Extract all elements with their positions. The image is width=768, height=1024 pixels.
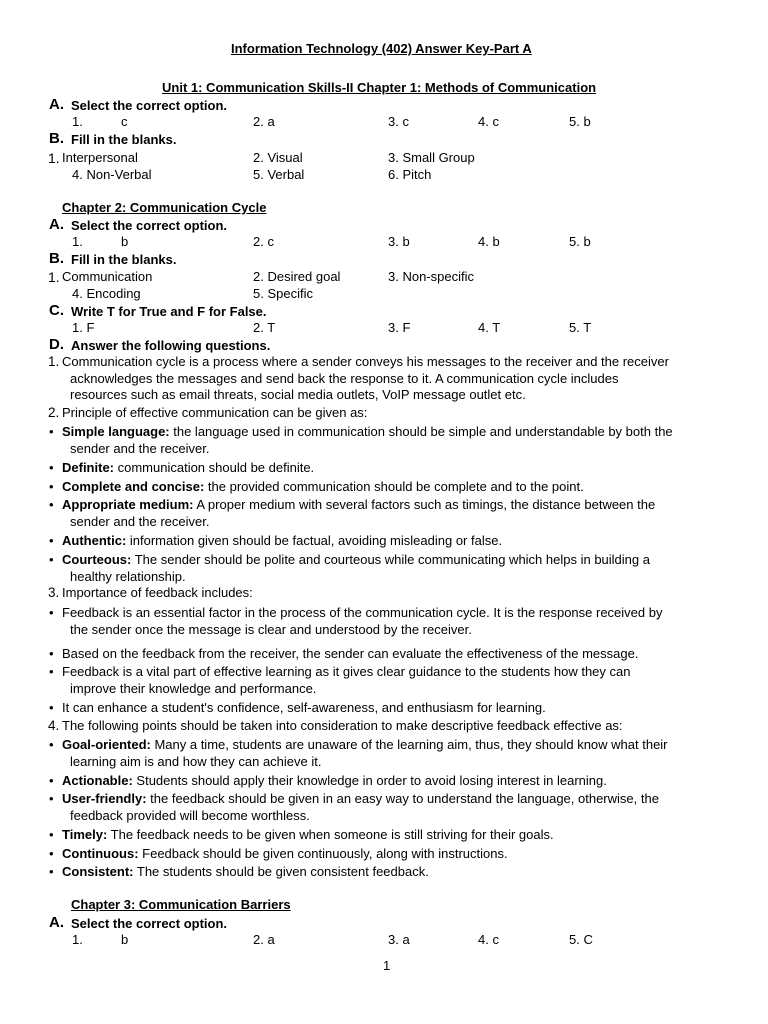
bullet-glyph: • [49,846,54,861]
answer-row [0,150,768,167]
paragraph-line: resources such as email threats, social media outlets, VoIP message outlet etc. [70,387,526,402]
answer-num: 1. [48,150,60,166]
answer-item: 5. Verbal [253,167,305,182]
bullet-glyph: • [49,773,54,788]
bullet-line [62,424,722,441]
bullet-term: Goal-oriented: [62,737,151,752]
answer-row [0,114,768,131]
bullet-term: Complete and concise: [62,479,205,494]
answer-item: 3. c [388,114,409,129]
bullet-term: Definite: [62,460,114,475]
bullet-item [62,664,722,697]
answer-item: 1. F [72,320,95,335]
bullet-line [62,460,722,477]
answer-value: b [121,932,129,947]
section-instruction: Fill in the blanks. [71,252,177,267]
unit-heading: Unit 1: Communication Skills-II Chapter 1: Methods of Communication [162,80,597,95]
question-text: Importance of feedback includes: [62,585,253,600]
answer-item: 3. F [388,320,411,335]
section-letter: D. [49,336,64,353]
bullet-glyph: • [49,533,54,548]
bullet-item [62,424,722,457]
bullet-term: Authentic: [62,533,127,548]
answer-row [0,320,768,337]
answer-item: 4. Encoding [72,286,141,301]
section-instruction: Select the correct option. [71,98,228,113]
question-text: Principle of effective communication can be given as: [62,405,368,420]
bullet-line [62,700,722,717]
answer-item: 4. T [478,320,501,335]
bullet-text: information given should be factual, avoiding misleading or false. [126,533,503,548]
bullet-text: It can enhance a student's confidence, self-awareness, and enthusiasm for learning. [62,700,546,715]
answer-item: Interpersonal [62,150,138,165]
bullet-text: A proper medium with several factors such as timings, the distance between the [193,497,656,512]
section-letter: A. [49,216,64,233]
paragraph-line: Communication cycle is a process where a sender conveys his messages to the receiver and the receiver [62,354,669,369]
answer-item: 3. a [388,932,410,947]
section-instruction: Fill in the blanks. [71,132,177,147]
bullet-line-continued: healthy relationship. [70,568,186,584]
bullet-glyph: • [49,479,54,494]
bullet-text: Feedback should be given continuously, along with instructions. [138,846,508,861]
question-text: The following points should be taken into consideration to make descriptive feedback effective as: [62,718,623,733]
answer-num: 1. [48,269,60,285]
bullet-line [62,479,722,496]
bullet-text: The students should be given consistent feedback. [133,864,429,879]
bullet-line [62,552,722,569]
answer-item: 3. Small Group [388,150,475,165]
bullet-term: Timely: [62,827,108,842]
bullet-text: communication should be definite. [114,460,315,475]
answer-item: 2. T [253,320,276,335]
bullet-glyph: • [49,827,54,842]
bullet-line-continued: feedback provided will become worthless. [70,807,310,823]
answer-item: 5. C [569,932,593,947]
bullet-glyph: • [49,460,54,475]
bullet-item [62,846,722,863]
bullet-line [62,791,722,808]
answer-value: c [121,114,128,129]
bullet-term: Appropriate medium: [62,497,194,512]
bullet-glyph: • [49,664,54,679]
bullet-line [62,497,722,514]
answer-item: 2. a [253,114,275,129]
bullet-glyph: • [49,552,54,567]
section-instruction: Answer the following questions. [71,338,271,353]
bullet-glyph: • [49,497,54,512]
answer-num: 1. [72,234,83,249]
bullet-glyph: • [49,700,54,715]
bullet-text: the feedback should be given in an easy way to understand the language, otherwise, the [146,791,659,806]
answer-value: b [121,234,129,249]
section-letter: C. [49,302,64,319]
bullet-line [62,827,722,844]
answer-item: 5. b [569,114,591,129]
answer-item: Communication [62,269,153,284]
bullet-term: Actionable: [62,773,133,788]
bullet-glyph: • [49,605,54,620]
answer-row [0,167,768,184]
bullet-item [62,864,722,881]
answer-item: 5. b [569,234,591,249]
bullet-item [62,737,722,770]
bullet-text: Feedback is a vital part of effective learning as it gives clear guidance to the students how they can [62,664,631,679]
bullet-text: The sender should be polite and courteous while communicating which helps in building a [131,552,650,567]
answer-item: 4. b [478,234,500,249]
bullet-term: Courteous: [62,552,132,567]
bullet-line-continued: the sender once the message is clear and understood by the receiver. [70,621,472,637]
chapter-heading: Chapter 2: Communication Cycle [62,200,267,215]
bullet-glyph: • [49,791,54,806]
question-num: 3. [48,585,60,600]
answer-item: 3. Non-specific [388,269,474,284]
bullet-item [62,552,722,585]
answer-item: 6. Pitch [388,167,432,182]
bullet-item [62,460,722,477]
section-instruction: Write T for True and F for False. [71,304,267,319]
section-instruction: Select the correct option. [71,916,228,931]
bullet-text: Feedback is an essential factor in the process of the communication cycle. It is the response received by [62,605,663,620]
answer-num: 1. [72,114,83,129]
bullet-item [62,533,722,550]
bullet-item [62,773,722,790]
section-instruction: Select the correct option. [71,218,228,233]
bullet-text: Many a time, students are unaware of the learning aim, thus, they should know what their [150,737,668,752]
answer-item: 4. c [478,932,499,947]
answer-paragraph [62,354,722,404]
answer-item: 5. Specific [253,286,313,301]
question-num: 1. [48,354,60,369]
bullet-line [62,864,722,881]
section-letter: A. [49,96,64,113]
bullet-term: Consistent: [62,864,134,879]
bullet-item [62,497,722,530]
bullet-line-continued: sender and the receiver. [70,513,210,529]
bullet-line [62,646,722,663]
answer-item: 3. b [388,234,410,249]
section-letter: A. [49,914,64,931]
answer-row [0,269,768,286]
bullet-term: Continuous: [62,846,139,861]
bullet-text: the language used in communication should be simple and understandable by both the [169,424,673,439]
bullet-line [62,773,722,790]
answer-item: 5. T [569,320,592,335]
bullet-line [62,846,722,863]
chapter-heading: Chapter 3: Communication Barriers [71,897,291,912]
bullet-text: Students should apply their knowledge in order to avoid losing interest in learning. [132,773,607,788]
bullet-line-continued: sender and the receiver. [70,440,210,456]
bullet-item [62,827,722,844]
bullet-term: Simple language: [62,424,170,439]
bullet-term: User-friendly: [62,791,147,806]
section-letter: B. [49,250,64,267]
bullet-line [62,605,722,622]
bullet-glyph: • [49,737,54,752]
bullet-line [62,664,722,681]
bullet-text: the provided communication should be complete and to the point. [204,479,584,494]
answer-item: 4. Non-Verbal [72,167,152,182]
question-num: 4. [48,718,60,733]
answer-item: 4. c [478,114,499,129]
answer-row [0,286,768,303]
question-num: 2. [48,405,60,420]
bullet-glyph: • [49,424,54,439]
answer-item: 2. Desired goal [253,269,341,284]
bullet-line-continued: improve their knowledge and performance. [70,680,317,696]
bullet-line [62,737,722,754]
bullet-item [62,791,722,824]
bullet-line [62,533,722,550]
bullet-item [62,646,722,663]
answer-item: 2. a [253,932,275,947]
page-number: 1 [383,958,391,973]
bullet-item [62,605,722,638]
bullet-glyph: • [49,864,54,879]
document-title: Information Technology (402) Answer Key-Part A [231,41,532,56]
section-letter: B. [49,130,64,147]
answer-item: 2. Visual [253,150,303,165]
answer-num: 1. [72,932,83,947]
answer-row [0,932,768,949]
bullet-line-continued: learning aim is and how they can achieve it. [70,753,322,769]
bullet-item [62,479,722,496]
answer-item: 2. c [253,234,274,249]
bullet-item [62,700,722,717]
paragraph-line: acknowledges the messages and send back the response to it. A communication cycle includes [70,370,619,386]
bullet-text: Based on the feedback from the receiver, the sender can evaluate the effectiveness of the message. [62,646,639,661]
bullet-text: The feedback needs to be given when someone is still striving for their goals. [107,827,554,842]
answer-row [0,234,768,251]
bullet-glyph: • [49,646,54,661]
